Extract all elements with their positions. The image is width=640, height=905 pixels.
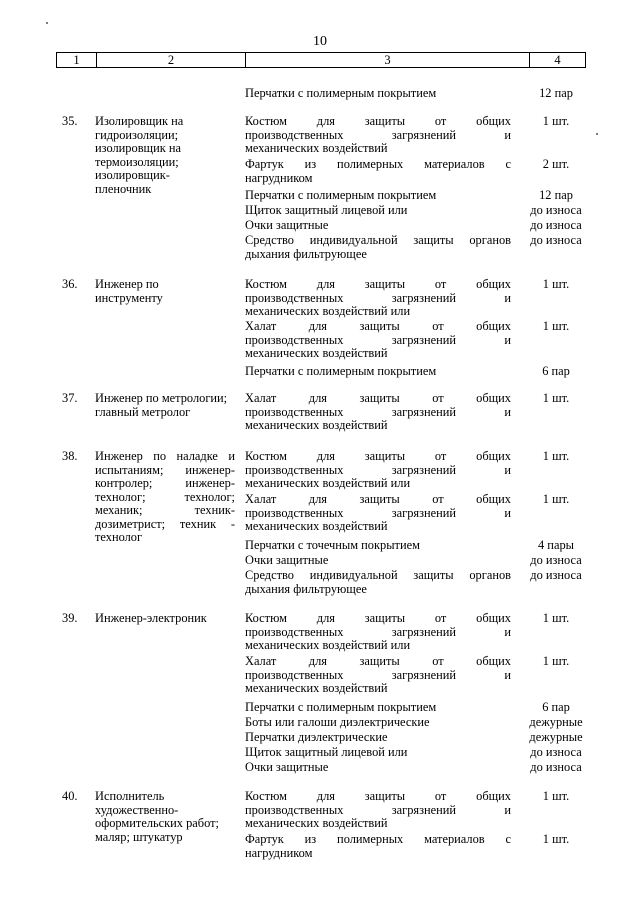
issue-quantity: до износа: [530, 233, 582, 247]
ppe-item-line: Фартук из полимерных материалов с: [245, 832, 511, 846]
issue-quantity: 12 пар: [539, 188, 573, 202]
row-number: 37.: [62, 391, 78, 405]
issue-quantity: 1 шт.: [542, 789, 570, 803]
issue-quantity: 1 шт.: [542, 319, 570, 333]
row-number: 40.: [62, 789, 78, 803]
ppe-item-line: Халат для защиты от общих: [245, 492, 511, 506]
profession-line: дозиметрист; техник -: [95, 516, 235, 531]
ppe-item-line: Очки защитные: [245, 760, 329, 774]
profession-line: Изолировщик на: [95, 114, 184, 128]
issue-quantity: 1 шт.: [542, 832, 570, 846]
ppe-item-line: Перчатки с полимерным покрытием: [245, 700, 437, 714]
ppe-item-line: Средство индивидуальной защиты органов: [245, 568, 511, 582]
profession-line: контролер; инженер-: [95, 476, 235, 490]
ppe-item-line: механических воздействий: [245, 816, 388, 830]
profession-line: технолог: [95, 530, 143, 544]
ppe-item-line: Костюм для защиты от общих: [245, 114, 511, 128]
ppe-item-line: Халат для защиты от общих: [245, 319, 511, 333]
issue-quantity: до износа: [530, 760, 582, 774]
profession-line: Инженер по метрологии;: [95, 391, 228, 405]
scan-speck: [596, 133, 598, 135]
ppe-item-line: Халат для защиты от общих: [245, 391, 511, 405]
ppe-item-line: Очки защитные: [245, 553, 329, 567]
ppe-item-line: механических воздействий или: [245, 304, 411, 318]
page-number: 10: [313, 34, 327, 49]
issue-quantity: до износа: [530, 553, 582, 567]
issue-quantity: 1 шт.: [542, 449, 570, 463]
ppe-item-line: Перчатки с полимерным покрытием: [245, 364, 437, 378]
issue-quantity: 1 шт.: [542, 391, 570, 405]
profession-line: изолировщик на: [95, 141, 181, 155]
profession-line: пленочник: [95, 181, 152, 196]
ppe-item-line: производственных загрязнений и: [245, 667, 511, 682]
ppe-item-line: Боты или галоши диэлектрические: [245, 715, 430, 729]
ppe-item-line: Фартук из полимерных материалов с: [245, 157, 511, 171]
ppe-item-line: производственных загрязнений и: [245, 802, 511, 817]
ppe-item-line: Костюм для защиты от общих: [245, 277, 511, 291]
profession-line: оформительских работ;: [95, 816, 219, 830]
profession-line: технолог; технолог;: [95, 489, 235, 504]
ppe-item-line: Средство индивидуальной защиты органов: [245, 233, 511, 247]
profession-line: механик; техник-: [95, 503, 235, 517]
row-number: 35.: [62, 114, 78, 128]
ppe-item-line: производственных загрязнений и: [245, 462, 511, 477]
profession-line: гидроизоляции;: [95, 127, 179, 142]
issue-quantity: 1 шт.: [542, 654, 570, 668]
issue-quantity: 2 шт.: [542, 157, 570, 171]
issue-quantity: до износа: [530, 203, 582, 217]
ppe-item-line: механических воздействий или: [245, 638, 411, 652]
issue-quantity: 1 шт.: [542, 611, 570, 625]
ppe-item-line: механических воздействий: [245, 141, 388, 155]
row-number: 39.: [62, 611, 78, 625]
profession-line: инструменту: [95, 290, 163, 305]
profession-line: Инженер-электроник: [95, 611, 207, 625]
row-number: 38.: [62, 449, 78, 463]
table-header-row: [56, 52, 586, 68]
ppe-item-line: Очки защитные: [245, 218, 329, 232]
row-number: 36.: [62, 277, 78, 291]
issue-quantity: до износа: [530, 745, 582, 759]
profession-line: Исполнитель: [95, 789, 165, 803]
issue-quantity: до износа: [530, 218, 582, 232]
ppe-item-line: дыхания фильтрующее: [245, 581, 367, 596]
issue-quantity: дежурные: [529, 715, 583, 729]
issue-quantity: 12 пар: [539, 86, 573, 100]
ppe-item-line: Перчатки с полимерным покрытием: [245, 188, 437, 202]
ppe-item-line: производственных загрязнений и: [245, 127, 511, 142]
ppe-item-line: производственных загрязнений и: [245, 505, 511, 520]
profession-line: художественно-: [95, 802, 179, 817]
ppe-item-line: механических воздействий или: [245, 476, 411, 490]
header-col-4: 4: [554, 53, 561, 67]
ppe-item-line: Костюм для защиты от общих: [245, 449, 511, 463]
ppe-item-line: Щиток защитный лицевой или: [245, 745, 408, 759]
header-col-1: 1: [57, 53, 97, 67]
issue-quantity: 6 пар: [542, 364, 570, 378]
issue-quantity: 1 шт.: [542, 492, 570, 506]
ppe-item-line: механических воздействий: [245, 418, 388, 432]
issue-quantity: 1 шт.: [542, 114, 570, 128]
issue-quantity: дежурные: [529, 730, 583, 744]
profession-line: Инженер по наладке и: [95, 449, 235, 463]
ppe-item-line: Щиток защитный лицевой или: [245, 203, 408, 217]
issue-quantity: 1 шт.: [542, 277, 570, 291]
profession-line: термоизоляции;: [95, 154, 179, 169]
profession-line: испытаниям; инженер-: [95, 462, 235, 477]
header-col-2: 2: [97, 53, 246, 67]
ppe-item-line: Костюм для защиты от общих: [245, 611, 511, 625]
ppe-item-line: Костюм для защиты от общих: [245, 789, 511, 803]
profession-line: главный метролог: [95, 404, 191, 419]
ppe-item-line: Халат для защиты от общих: [245, 654, 511, 668]
profession-line: изолировщик-: [95, 168, 170, 182]
ppe-item-line: производственных загрязнений и: [245, 290, 511, 305]
issue-quantity: до износа: [530, 568, 582, 582]
issue-quantity: 6 пар: [542, 700, 570, 714]
ppe-item-line: механических воздействий: [245, 681, 388, 695]
header-col-3: 3: [246, 53, 530, 67]
issue-quantity: 4 пары: [538, 538, 574, 552]
ppe-item-line: нагрудником: [245, 170, 313, 185]
ppe-item-line: Перчатки с точечным покрытием: [245, 538, 420, 552]
profession-line: Инженер по: [95, 277, 159, 291]
ppe-item-line: Перчатки диэлектрические: [245, 730, 388, 744]
ppe-item-line: механических воздействий: [245, 519, 388, 533]
ppe-item-line: дыхания фильтрующее: [245, 246, 367, 261]
profession-line: маляр; штукатур: [95, 829, 183, 844]
ppe-item-line: нагрудником: [245, 845, 313, 860]
ppe-item-line: производственных загрязнений и: [245, 332, 511, 347]
ppe-item-line: механических воздействий: [245, 346, 388, 360]
scan-speck: [46, 22, 48, 24]
ppe-item-line: Перчатки с полимерным покрытием: [245, 86, 437, 100]
ppe-item-line: производственных загрязнений и: [245, 624, 511, 639]
ppe-item-line: производственных загрязнений и: [245, 404, 511, 419]
